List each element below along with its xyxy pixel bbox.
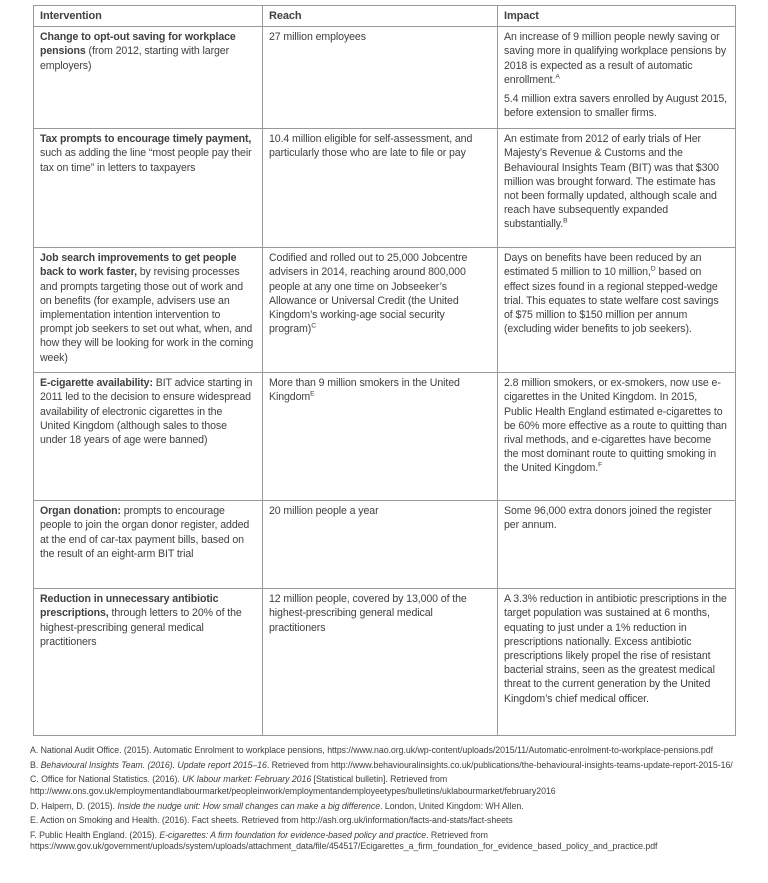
intervention-detail: BIT advice starting in 2011 led to the decision to ensure widespread availability of electronic cigarettes in the United Kingdom (although sales to those under 18 years of age were banned)	[40, 377, 253, 447]
footnote-a: A. National Audit Office. (2015). Automatic Enrolment to workplace pensions, https://www.nao.org.uk/wp-content/uploads/2015/11/Automatic-enrolment-to-workplace-pensions.pdf	[30, 745, 713, 756]
table-row-tax	[34, 129, 736, 248]
impact-text: An increase of 9 million people newly saving or saving more in qualifying workplace pensions by 2018 is expected as a result of automatic enrollment.	[504, 31, 727, 86]
footnote-marker: B	[563, 217, 568, 225]
footnote-marker: D	[650, 265, 656, 273]
footnote-marker: F	[598, 461, 603, 469]
reach-text: 20 million people a year	[269, 505, 379, 518]
table-header-row	[34, 6, 736, 27]
intervention-lead: Tax prompts to encourage timely payment,	[40, 133, 252, 146]
reach-cell	[263, 248, 498, 373]
reach-text: 12 million people, covered by 13,000 of the highest-prescribing general medical practitioners	[269, 593, 467, 634]
reach-text: More than 9 million smokers in the United Kingdom	[269, 377, 460, 404]
intervention-detail: (from 2012, starting with larger employers)	[40, 45, 230, 72]
impact-text: A 3.3% reduction in antibiotic prescriptions in the target population was sustained at 6 months, equating to just under a 1% reduction in prescriptions nationally. Excess antibiotic prescriptions likely propel the rise of resistant bacterial strains, seen as the greatest medical threat to the current generation by the United Kingdom’s chief medical officer.	[504, 593, 727, 705]
impact-cell	[498, 248, 736, 373]
intervention-lead: Organ donation:	[40, 505, 121, 518]
footnote-e: E. Action on Smoking and Health. (2016). Fact sheets. Retrieved from http://ash.org.uk/information/facts-and-stats/fact-sheets	[30, 815, 513, 826]
footnote-c: C. Office for National Statistics. (2016). UK labour market: February 2016 [Statistical bulletin]. Retrieved from http://www.ons.gov.uk/employmentandlabourmarket/peopleinwork/employmentandemployeetypes/bulletins/uklabourmarket/february2016	[30, 774, 556, 796]
impact-cell	[498, 501, 736, 589]
reach-cell	[263, 27, 498, 129]
impact-cell	[498, 129, 736, 248]
intervention-detail: through letters to 20% of the highest-prescribing general medical practitioners	[40, 607, 242, 648]
intervention-lead: Job search improvements to get people back to work faster,	[40, 252, 237, 279]
footnote-b: B. Behavioural Insights Team. (2016). Update report 2015–16. Retrieved from http://www.behaviouralinsights.co.uk/publications/the-behavioural-insights-teams-update-report-2015-16/	[30, 759, 733, 770]
footnote-marker: E	[310, 390, 315, 398]
footnote-marker: C	[311, 322, 317, 330]
impact-text: Some 96,000 extra donors joined the register per annum.	[504, 505, 712, 532]
impact-cell	[498, 373, 736, 501]
intervention-cell	[34, 27, 263, 129]
intervention-lead: Change to opt-out saving for workplace pensions	[40, 31, 236, 58]
impact-text: 2.8 million smokers, or ex-smokers, now use e-cigarettes in the United Kingdom. In 2015, Public Health England estimated e-cigarettes to be 60% more effective as a route to quitting than rival methods, and e-cigarettes have become the most dominant route to quitting smoking in the United Kingdom.	[504, 377, 727, 475]
column-header-reach: Reach	[263, 6, 498, 27]
footnote-marker: A	[555, 73, 560, 81]
table-row-ecigarettes	[34, 373, 736, 501]
reach-cell	[263, 589, 498, 736]
reach-cell	[263, 129, 498, 248]
footnote-d: D. Halpern, D. (2015). Inside the nudge unit: How small changes can make a big difference. London, United Kingdom: WH Allen.	[30, 800, 524, 811]
impact-text: based on effect sizes found in a regional stepped-wedge trial. This equates to state welfare cost savings of $75 million to $150 million per annum (excluding wider benefits to job seekers).	[504, 266, 719, 336]
intervention-cell	[34, 129, 263, 248]
reach-text: Codified and rolled out to 25,000 Jobcentre advisers in 2014, reaching around 800,000 people at any one time on Jobseeker’s Allowance or Universal Credit (the United Kingdom’s working-age social security program)	[269, 252, 468, 336]
intervention-cell	[34, 589, 263, 736]
interventions-table	[33, 5, 736, 736]
impact-cell	[498, 589, 736, 736]
intervention-detail: such as adding the line “most people pay their tax on time” in letters to taxpayers	[40, 147, 252, 174]
intervention-detail: by revising processes and prompts targeting those out of work and on benefits (for example, advisers use an implementation intention intervention to prompt job seekers to set out what, when, and how they will be looking for work in the coming week)	[40, 266, 254, 364]
reach-text: 27 million employees	[269, 31, 366, 44]
column-header-impact: Impact	[498, 6, 736, 27]
intervention-lead: E-cigarette availability:	[40, 377, 153, 390]
intervention-cell	[34, 373, 263, 501]
reach-cell	[263, 373, 498, 501]
column-header-intervention: Intervention	[34, 6, 263, 27]
impact-cell	[498, 27, 736, 129]
table-row-antibiotics	[34, 589, 736, 736]
impact-text: Days on benefits have been reduced by an estimated 5 million to 10 million,	[504, 252, 702, 279]
reach-text: 10.4 million eligible for self-assessment, and particularly those who are late to file or pay	[269, 133, 473, 160]
reach-cell	[263, 501, 498, 589]
table-row-pensions	[34, 27, 736, 129]
impact-text: 5.4 million extra savers enrolled by August 2015, before extension to smaller firms.	[504, 93, 727, 120]
intervention-detail: prompts to encourage people to join the organ donor register, added at the end of car-tax payment bills, based on the result of an eight-arm BIT trial	[40, 505, 250, 560]
footnote-f: F. Public Health England. (2015). E-cigarettes: A firm foundation for evidence-based policy and practice. Retrieved from https://www.gov.uk/government/uploads/system/uploads/attachment_data/file/454517/Ecigarettes_a_firm_foundation_for_evidence_based_policy_and_practice.pdf	[30, 829, 658, 852]
intervention-lead: Reduction in unnecessary antibiotic prescriptions,	[40, 593, 219, 620]
footnotes-section	[30, 745, 742, 853]
table-row-jobsearch	[34, 248, 736, 373]
impact-text: An estimate from 2012 of early trials of Her Majesty’s Revenue & Customs and the Behavioural Insights Team (BIT) was that $300 million was brought forward. The estimate has not been formally updated, although scale and reach have subsequently expanded substantially.	[504, 133, 719, 231]
table-row-organ-donation	[34, 501, 736, 589]
intervention-cell	[34, 501, 263, 589]
intervention-cell	[34, 248, 263, 373]
